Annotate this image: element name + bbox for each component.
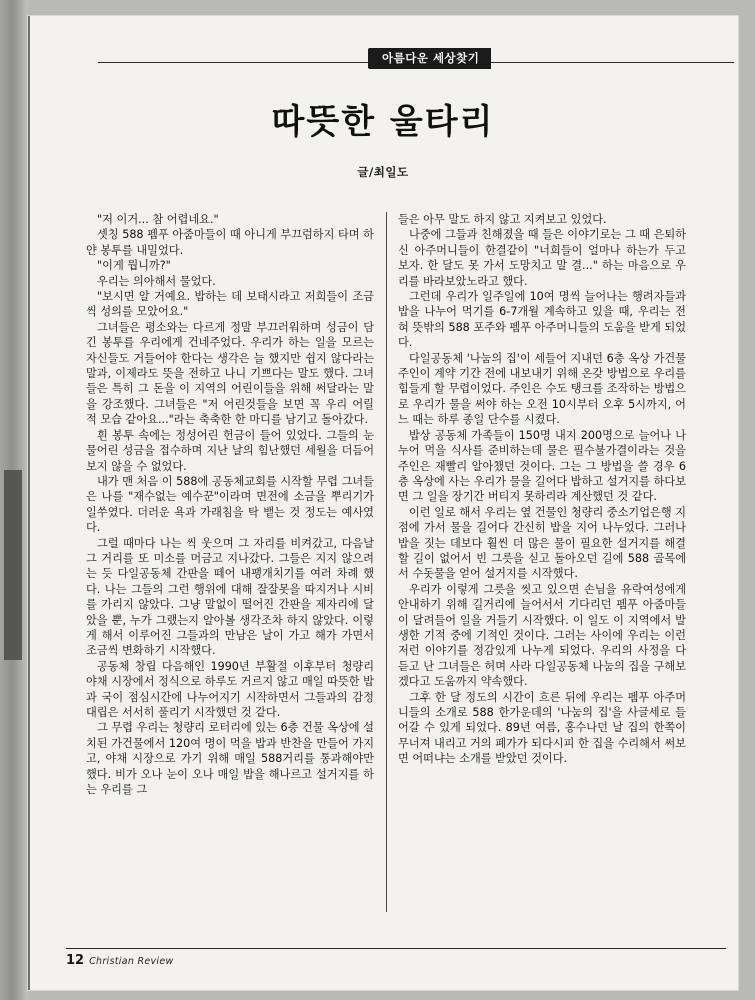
paragraph: 내가 맨 처음 이 588에 공동체교회를 시작할 무렵 그녀들은 나를 "재수없는 예수꾼"이라며 면전에 소금을 뿌리기가 일쑤였다. 더러운 욕과 가래침을 탁 뱉는 것 정도는 예사였다. [86, 474, 374, 535]
page-footer [66, 948, 726, 968]
paragraph: 밥상 공동체 가족들이 150명 내지 200명으로 늘어나 나누어 먹을 식사를 준비하는데 물은 필수불가결이라는 것을 주인은 재빨리 알아챘던 것이다. 그는 그 방법을 쓸 경우 6층 옥상에 사는 우리가 물을 길어다 밥하고 설거지를 하다보면 그 일을 장기간 버티지 못하리라 계산했던 것 같다. [398, 428, 686, 504]
paragraph: 우리는 의아해서 물었다. [97, 274, 216, 288]
byline: 글/최일도 [357, 165, 409, 179]
paragraph: 그 무렵 우리는 청량리 로터리에 있는 6층 건물 옥상에 설치된 가건물에서 120여 명이 먹을 밥과 반찬을 만들어 가지고, 야채 시장으로 가기 위해 매일 588거리를 통과해야만 했다. 비가 오나 눈이 오나 매일 밥을 해나르고 설거지를 하는 우리를 그 [86, 721, 374, 797]
page-number: 12 [66, 953, 85, 968]
paragraph: 그후 한 달 정도의 시간이 흐른 뒤에 우리는 펨푸 아주머니들의 소개로 588 한가운데의 '나눔의 집'을 사글세로 들어갈 수 있게 되었다. 89년 여름, 홍수나던 날 집의 한쪽이 무너져 내리고 거의 폐가가 되다시피 한 집을 수리해서 써보면 어떠냐는 소개를 받았던 것이다. [398, 690, 686, 766]
paragraph: 그럴 때마다 나는 씩 웃으며 그 자리를 비켜갔고, 다음날 그 거리를 또 미소를 머금고 지나갔다. 그들은 지지 않으려는 듯 다일공동체 간판을 떼어 내팽개치기를 여러 차례 했다. 나는 그들의 그런 행위에 대해 잘잘못을 따지거나 시비를 가리지 않았다. 그냥 말없이 떨어진 간판을 제자리에 달았을 뿐, 누가 그랬는지 알아볼 생각조차 하지 않았다. 이렇게 해서 이루어진 그들과의 만남은 날이 가고 해가 가면서 조금씩 변화하기 시작했다. [86, 536, 374, 658]
scan-edge-shadow [0, 0, 28, 1000]
footer-rule [66, 948, 726, 949]
paragraph: 들은 아무 말도 하지 않고 지켜보고 있었다. [398, 213, 607, 226]
section-tab-label: 아름다운 세상찾기 [382, 51, 480, 65]
page-title: 따뜻한 울타리 [271, 102, 495, 142]
paragraph: 다일공동체 '나눔의 집'이 세들어 지내던 6층 옥상 가건물 주인이 계약 기간 전에 내보내기 위해 온갖 방법으로 우리를 힘들게 할 무렵이었다. 주인은 수도 탱크를 조작하는 방법으로 우리가 물을 써야 하는 오전 10시부터 오후 5시까지, 어느 때는 하루 종일 단수를 시켰다. [398, 351, 686, 427]
column-divider [374, 212, 398, 922]
section-tab [368, 48, 491, 69]
publication-name: Christian Review [89, 956, 174, 967]
paragraph: 이런 일로 해서 우리는 옆 건물인 청량리 중소기업은행 지점에 가서 물을 길어다 간신히 밥을 지어 나누었다. 그러나 밥을 짓는 데보다 훨씬 더 많은 물이 필요한 설거지를 해결할 길이 없어서 빈 그릇을 싣고 돌아오던 길에 588 골목에서 수돗물을 얻어 설거지를 시작했다. [398, 505, 687, 581]
sheet-left-border [28, 16, 30, 990]
footer-line [66, 953, 726, 968]
paragraph: "보시면 알 거예요. 밥하는 데 보태시라고 저희들이 조금씩 성의를 모았어요." [86, 290, 374, 319]
paragraph: "이게 뭡니까?" [97, 259, 171, 273]
paragraph: 공동체 창립 다음해인 1990년 부활절 이후부터 청량리 야채 시장에서 정식으로 하루도 거르지 않고 매일 따뜻한 밥과 국이 점심시간에 나누어지기 시작하면서 그들과의 감정 대립은 서서히 풀리기 시작했던 것 같다. [86, 659, 374, 719]
column-left [86, 212, 374, 922]
paragraph: 그런데 우리가 일주일에 10여 명씩 늘어나는 행려자들과 밥을 나누어 먹기를 6-7개월 계속하고 있을 때, 우리는 전혀 뜻밖의 588 포주와 펨푸 아주머니들의 도움을 받게 되었다. [398, 290, 686, 350]
paragraph: 우리가 이렇게 그릇을 씻고 있으면 손님을 유락여성에게 안내하기 위해 길거리에 늘어서서 기다리던 펨푸 아줌마들이 달려들어 일을 거들기 시작했다. 이 일도 이 지역에서 발생한 기적 중에 기적인 것이다. 그러는 사이에 우리는 이런 저런 이야기를 정감있게 나누게 되었다. 우리의 사정을 다 듣고 난 그녀들은 허며 사라 다일공동체 나눔의 집을 구해보겠다고 도움까지 약속했다. [398, 582, 686, 689]
scan-edge-dark-band [4, 470, 22, 660]
column-right [398, 212, 686, 922]
paragraph: 셋칭 588 펨푸 아줌마들이 때 아니게 부끄럼하지 타며 하얀 봉투를 내밀었다. [86, 228, 374, 257]
column-rule [386, 212, 387, 912]
article-body [86, 212, 686, 922]
paragraph: 나중에 그들과 친해졌을 때 들은 이야기로는 그 때 은퇴하신 아주머니들이 한결같이 "너희들이 얼마나 하는가 두고 보자. 한 달도 못 가서 도망치고 말 결..." 하는 마음으로 우리를 바라보았노라고 했다. [398, 228, 687, 288]
page-sheet [28, 16, 738, 990]
paragraph: "저 이거... 참 어렵네요." [97, 213, 219, 226]
paragraph: 흰 봉투 속에는 정성어린 헌금이 들어 있었다. 그들의 눈물어린 성금을 접수하며 지난 날의 힘난했던 세월을 더듬어보지 않을 수 없었다. [86, 428, 374, 473]
paragraph: 그녀들은 평소와는 다르게 정말 부끄러워하며 성금이 담긴 봉투를 우리에게 건네주었다. 우리가 하는 일을 모르는 자신들도 거들어야 한다는 생각은 늘 했지만 쉽지 않다라는 말과, 이제라도 뜻을 전하고 나니 기쁘다는 말도 했다. 그녀들은 특히 그 돈을 이 지역의 어린이들을 위해 써달라는 말을 강조했다. 그녀들은 "저 어린것들을 보면 꼭 우리 어릴 적 모습 같아요..."라는 축축한 한 마디를 남기고 돌아갔다. [86, 320, 374, 427]
